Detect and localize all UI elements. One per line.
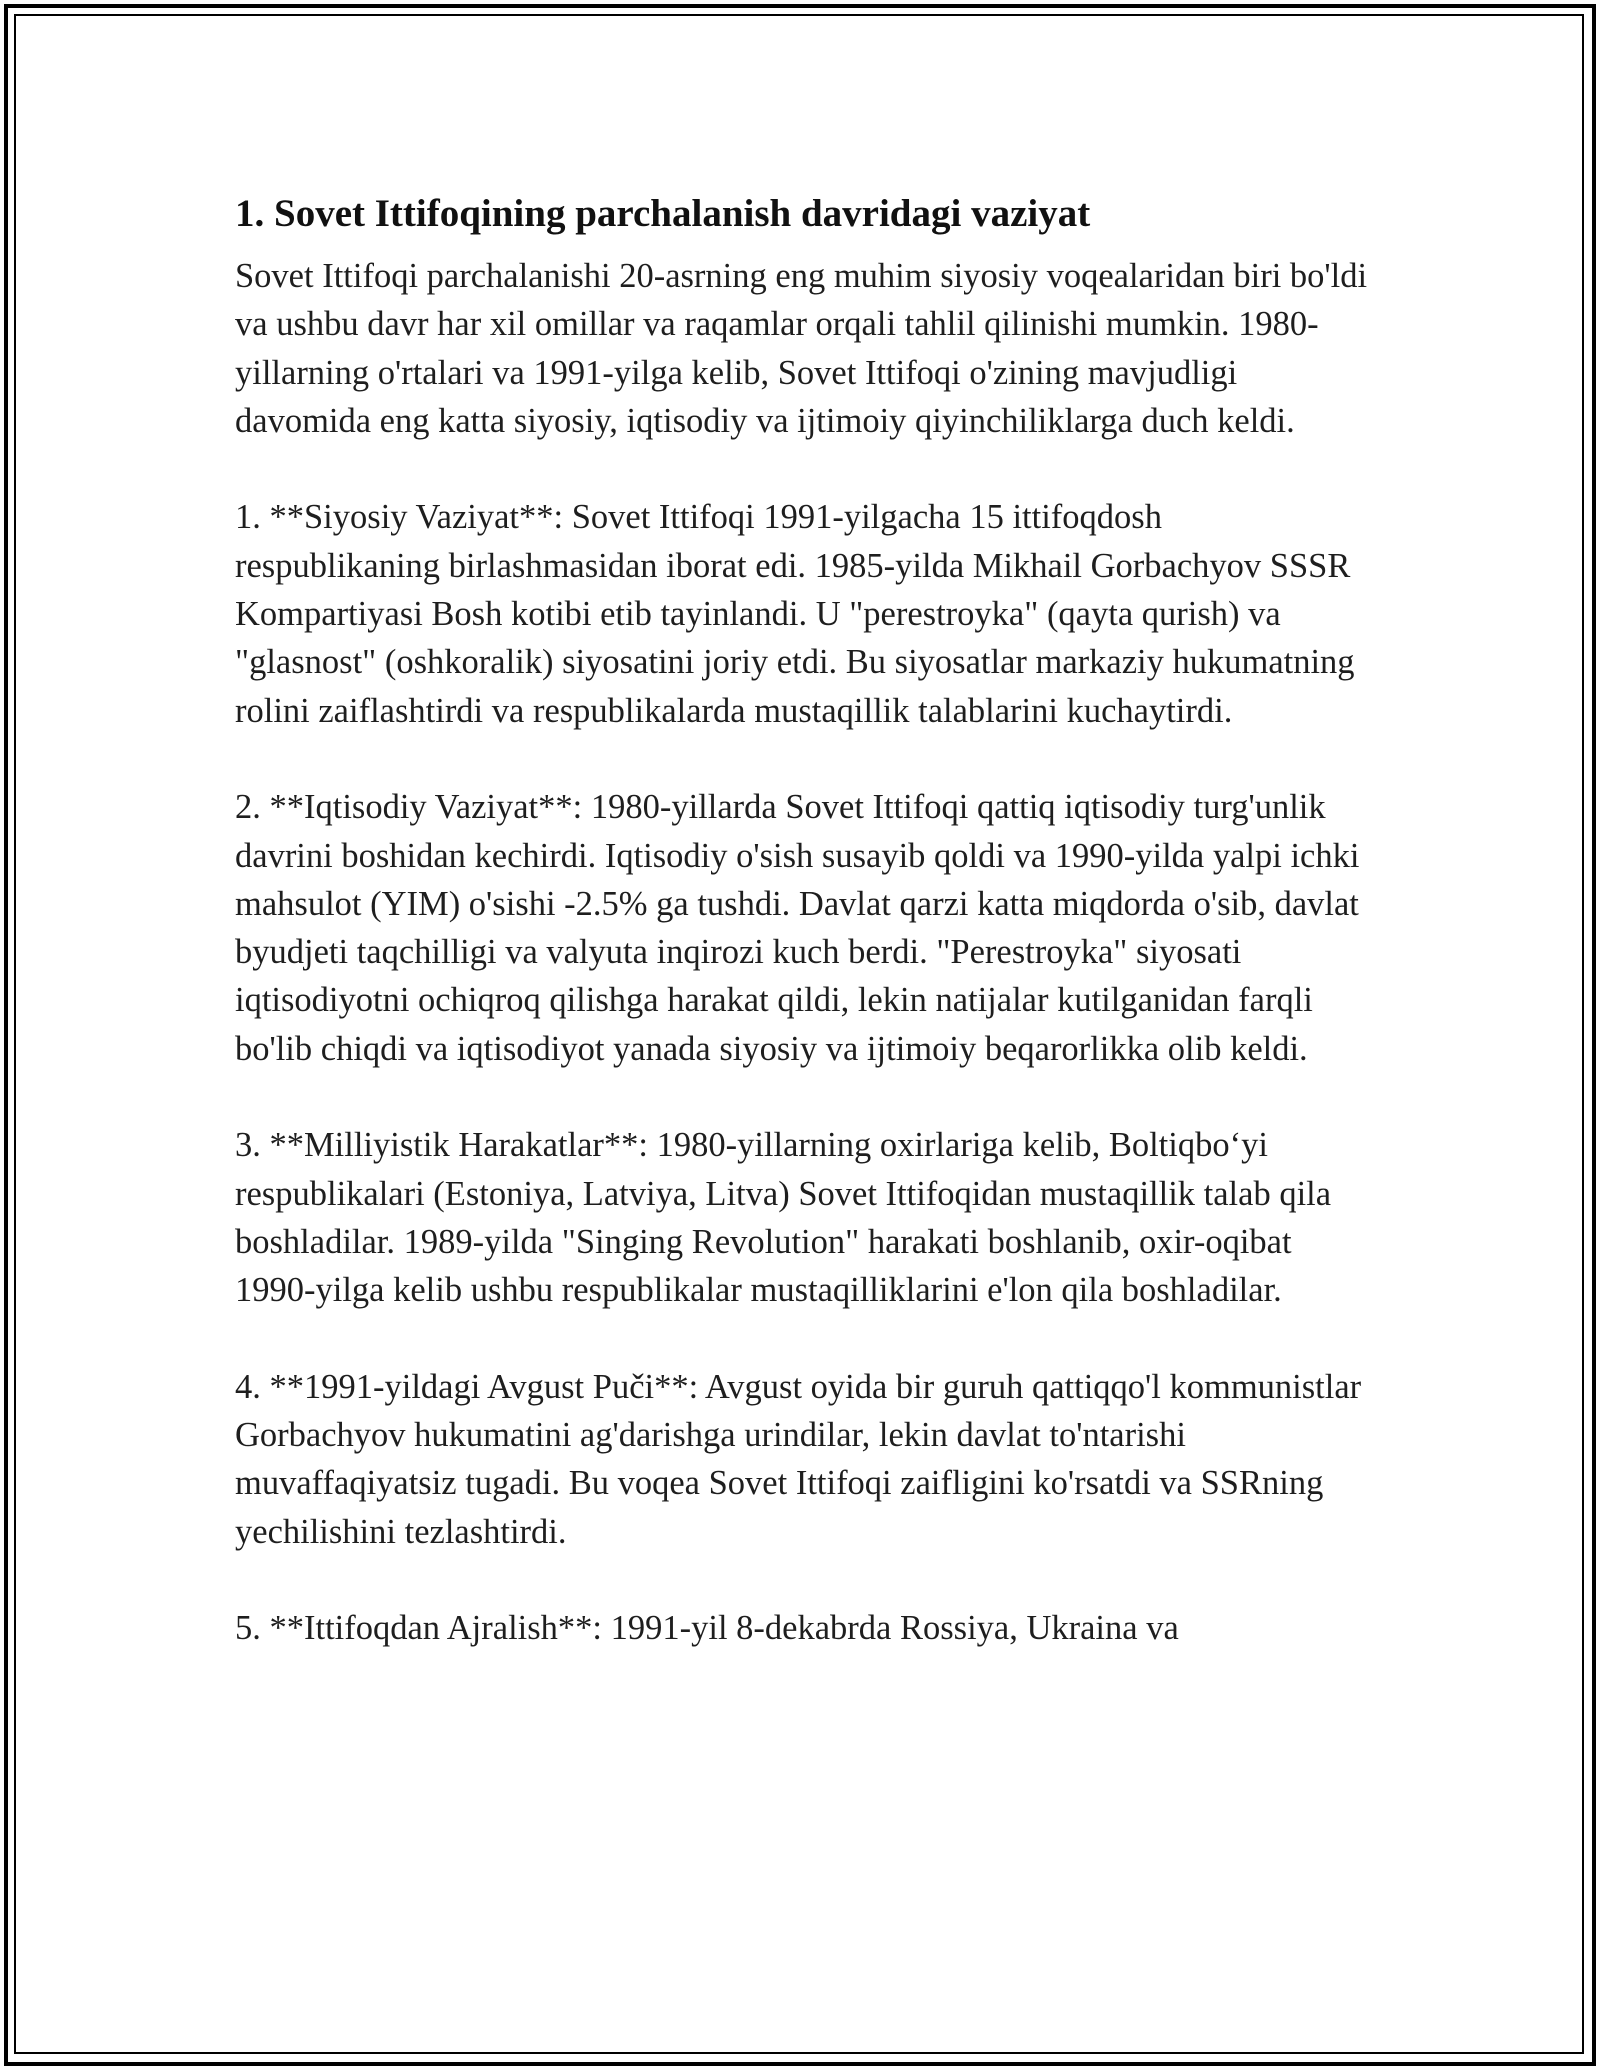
list-item-political: 1. **Siyosiy Vaziyat**: Sovet Ittifoqi 1991-yilgacha 15 ittifoqdosh respublikaning birlashmasidan iborat edi. 1985-yilda Mikhail Gorbachyov SSSR Kompartiyasi Bosh kotibi etib tayinlandi. U "perestroyka" (qayta qurish) va "glasnost" (oshkoralik) siyosatini joriy etdi. Bu siyosatlar markaziy hukumatning rolini zaiflashtirdi va respublikalarda mustaqillik talablarini kuchaytirdi. <box>235 498 1355 730</box>
list-item-nationalist: 3. **Milliyistik Harakatlar**: 1980-yillarning oxirlariga kelib, Boltiqbo‘yi respublikalari (Estoniya, Latviya, Litva) Sovet Ittifoqidan mustaqillik talab qila boshladilar. 1989-yilda "Singing Revolution" harakati boshlanib, oxir-oqibat 1990-yilga kelib ushbu respublikalar mustaqilliklarini e'lon qila boshladilar. <box>235 1126 1332 1310</box>
section-heading: 1. Sovet Ittifoqining parchalanish davridagi vaziyat <box>235 192 1091 235</box>
intro-paragraph: Sovet Ittifoqi parchalanishi 20-asrning eng muhim siyosiy voqealaridan biri bo'ldi va ushbu davr har xil omillar va raqamlar orqali tahlil qilinishi mumkin. 1980-yillarning o'rtalari va 1991-yilga kelib, Sovet Ittifoqi o'zining mavjudligi davomida eng katta siyosiy, iqtisodiy va ijtimoiy qiyinchiliklarga duch keldi. <box>235 257 1368 440</box>
list-item-secession: 5. **Ittifoqdan Ajralish**: 1991-yil 8-dekabrda Rossiya, Ukraina va <box>235 1609 1179 1648</box>
document-page <box>235 186 1375 1653</box>
list-item-economic: 2. **Iqtisodiy Vaziyat**: 1980-yillarda Sovet Ittifoqi qattiq iqtisodiy turg'unlik davrini boshidan kechirdi. Iqtisodiy o'sish susayib qoldi va 1990-yilda yalpi ichki mahsulot (YIM) o'sishi -2.5% ga tushdi. Davlat qarzi katta miqdorda o'sib, davlat byudjeti taqchilligi va valyuta inqirozi kuch berdi. "Perestroyka" siyosati iqtisodiyotni ochiqroq qilishga harakat qildi, lekin natijalar kutilganidan farqli bo'lib chiqdi va iqtisodiyot yanada siyosiy va ijtimoiy beqarorlikka olib keldi. <box>235 788 1360 1068</box>
list-item-august-putsch: 4. **1991-yildagi Avgust Puči**: Avgust oyida bir guruh qattiqqo'l kommunistlar Gorbachyov hukumatini ag'darishga urindilar, lekin davlat to'ntarishi muvaffaqiyatsiz tugadi. Bu voqea Sovet Ittifoqi zaifligini ko'rsatdi va SSRning yechilishini tezlashtirdi. <box>235 1367 1362 1551</box>
